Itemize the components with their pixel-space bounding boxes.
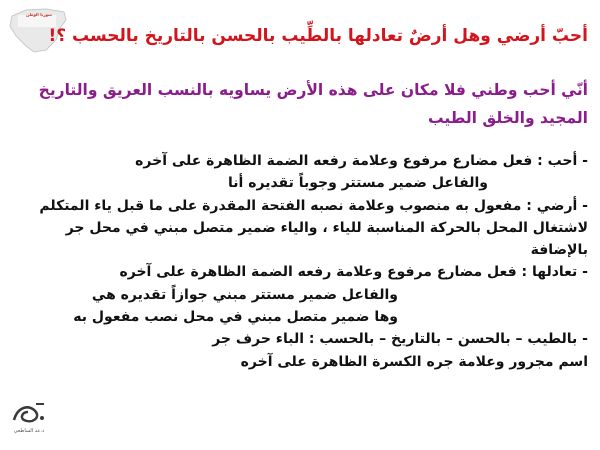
analysis-line: والفاعل ضمير مستتر وجوباً تقديره أنا [228,175,488,192]
intro-paragraph: أنّي أحب وطني فلا مكان على هذه الأرض يساويه بالنسب العريق والتاريخ المجيد والخلق الطيب [38,81,588,127]
analysis-line: - أحب : فعل مضارع مرفوع وعلامة رفعه الضمة الظاهرة على آخره [135,153,588,169]
logo-caption: سوريا الوطن [26,12,52,17]
grammar-analysis [10,150,588,373]
analysis-line: - أرضي : مفعول به منصوب وعلامة نصبه الفتحة المقدرة على ما قبل ياء المتكلم لاشتغال المحل بالحركة المناسبة للياء ، والياء ضمير متصل مبني في محل جر بالإضافة [39,197,588,259]
analysis-line: - تعادلها : فعل مضارع مرفوع وعلامة رفعه الضمة الظاهرة على آخره [119,264,588,281]
analysis-line: - بالطيب – بالحسن – بالتاريخ – بالحسب : الباء حرف جر [212,331,588,348]
analysis-line: اسم مجرور وعلامة جره الكسرة الظاهرة على آخره [240,353,588,370]
verse-title: أحبّ أرضي وهل أرضٌ تعادلها بالطِّيب بالحسن بالتاريخ بالحسب ؟! [48,26,588,46]
author-logo [6,398,52,446]
analysis-line: والفاعل ضمير مستتر مبني جوازاً تقديره هي [91,286,398,303]
calligraphy-icon [6,398,52,428]
author-caption: د.عد الساطعي [13,428,45,434]
analysis-line: وها ضمير متصل مبني في محل نصب مفعول به [73,309,398,326]
